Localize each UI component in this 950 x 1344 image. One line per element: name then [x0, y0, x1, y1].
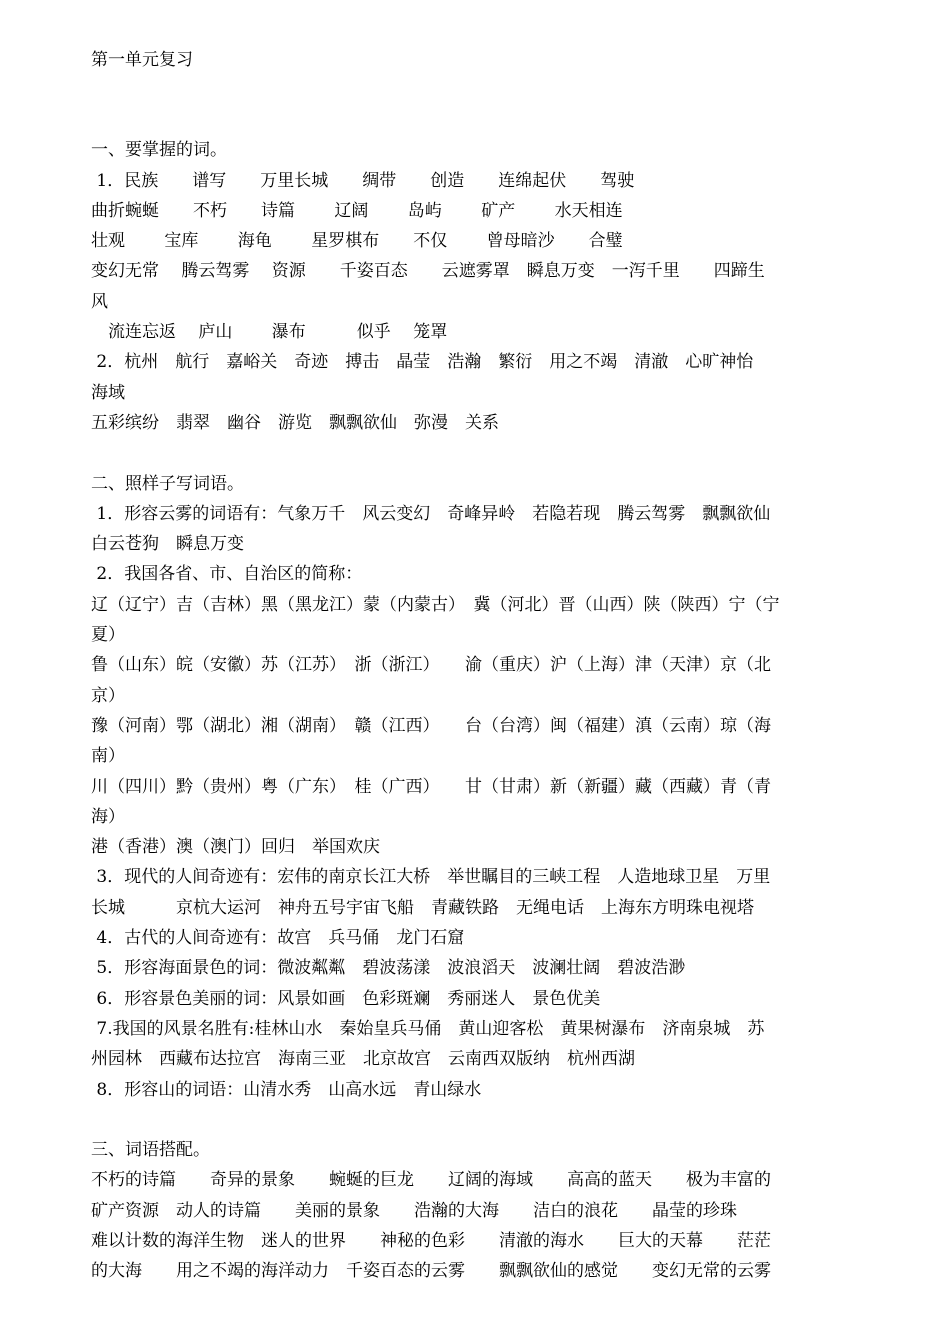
section-3: [91, 1135, 861, 1286]
document-page: [91, 45, 861, 1287]
text-line: 港（香港）澳（澳门）回归 举国欢庆: [91, 837, 380, 858]
text-line: 2．我国各省、市、自治区的简称：: [91, 564, 363, 585]
text-line: 海域: [91, 382, 125, 403]
section-1: [91, 135, 861, 438]
section-heading: 二、照样子写词语。: [91, 473, 244, 494]
text-line: 海）: [91, 806, 125, 827]
text-line: 白云苍狗 瞬息万变: [91, 534, 244, 555]
text-line: 南）: [91, 746, 125, 767]
text-line: 长城 京杭大运河 神舟五号宇宙飞船 青藏铁路 无绳电话 上海东方明珠电视塔: [91, 897, 754, 918]
text-line: 州园林 西藏布达拉宫 海南三亚 北京故宫 云南西双版纳 杭州西湖: [91, 1049, 635, 1070]
section-heading: 一、要掌握的词。: [91, 140, 227, 161]
text-line: 流连忘返 庐山 瀑布 似乎 笼罩: [91, 322, 448, 343]
blank-line: [91, 438, 861, 468]
page-title: 第一单元复习: [91, 50, 193, 70]
text-line: 矿产资源 动人的诗篇 美丽的景象 浩瀚的大海 洁白的浪花 晶莹的珍珠: [91, 1200, 737, 1221]
text-line: 4．古代的人间奇迹有：故宫 兵马俑 龙门石窟: [91, 928, 465, 949]
text-line: 不朽的诗篇 奇异的景象 蜿蜒的巨龙 辽阔的海域 高高的蓝天 极为丰富的: [91, 1170, 771, 1191]
blank-line: [91, 1105, 861, 1135]
text-line: 豫（河南）鄂（湖北）湘（湖南） 赣（江西） 台（台湾）闽（福建）滇（云南）琼（海: [91, 715, 771, 736]
section-heading: 三、词语搭配。: [91, 1140, 210, 1161]
text-line: 变幻无常 腾云驾雾 资源 千姿百态 云遮雾罩 瞬息万变 一泻千里 四蹄生: [91, 261, 765, 282]
text-line: 1．民族 谱写 万里长城 绸带 创造 连绵起伏 驾驶: [91, 170, 635, 191]
text-line: 夏）: [91, 625, 125, 646]
text-line: 五彩缤纷 翡翠 幽谷 游览 飘飘欲仙 弥漫 关系: [91, 412, 499, 433]
text-line: 辽（辽宁）吉（吉林）黑（黑龙江）蒙（内蒙古） 冀（河北）晋（山西）陕（陕西）宁（宁: [91, 594, 780, 615]
text-line: 的大海 用之不竭的海洋动力 千姿百态的云雾 飘飘欲仙的感觉 变幻无常的云雾: [91, 1261, 771, 1282]
text-line: 曲折蜿蜒 不朽 诗篇 辽阔 岛屿 矿产 水天相连: [91, 200, 623, 221]
text-line: 7.我国的风景名胜有:桂林山水 秦始皇兵马俑 黄山迎客松 黄果树瀑布 济南泉城 苏: [91, 1018, 765, 1039]
text-line: 鲁（山东）皖（安徽）苏（江苏） 浙（浙江） 渝（重庆）沪（上海）津（天津）京（北: [91, 655, 771, 676]
text-line: 6．形容景色美丽的词：风景如画 色彩斑斓 秀丽迷人 景色优美: [91, 988, 601, 1009]
text-line: 2．杭州 航行 嘉峪关 奇迹 搏击 晶莹 浩瀚 繁衍 用之不竭 清澈 心旷神怡: [91, 352, 754, 373]
text-line: 难以计数的海洋生物 迷人的世界 神秘的色彩 清澈的海水 巨大的天幕 茫茫: [91, 1230, 771, 1251]
text-line: 川（四川）黔（贵州）粤（广东） 桂（广西） 甘（甘肃）新（新疆）藏（西藏）青（青: [91, 776, 771, 797]
text-line: 京）: [91, 685, 125, 706]
text-line: 3．现代的人间奇迹有：宏伟的南京长江大桥 举世瞩目的三峡工程 人造地球卫星 万里: [91, 867, 771, 888]
text-line: 1．形容云雾的词语有：气象万千 风云变幻 奇峰异岭 若隐若现 腾云驾雾 飘飘欲仙: [91, 503, 771, 524]
section-2: [91, 469, 861, 1105]
text-line: 8．形容山的词语：山清水秀 山高水远 青山绿水: [91, 1079, 482, 1100]
text-line: 风: [91, 291, 108, 312]
text-line: 壮观 宝库 海龟 星罗棋布 不仅 曾母暗沙 合璧: [91, 231, 623, 252]
text-line: 5．形容海面景色的词：微波粼粼 碧波荡漾 波浪滔天 波澜壮阔 碧波浩渺: [91, 958, 686, 979]
